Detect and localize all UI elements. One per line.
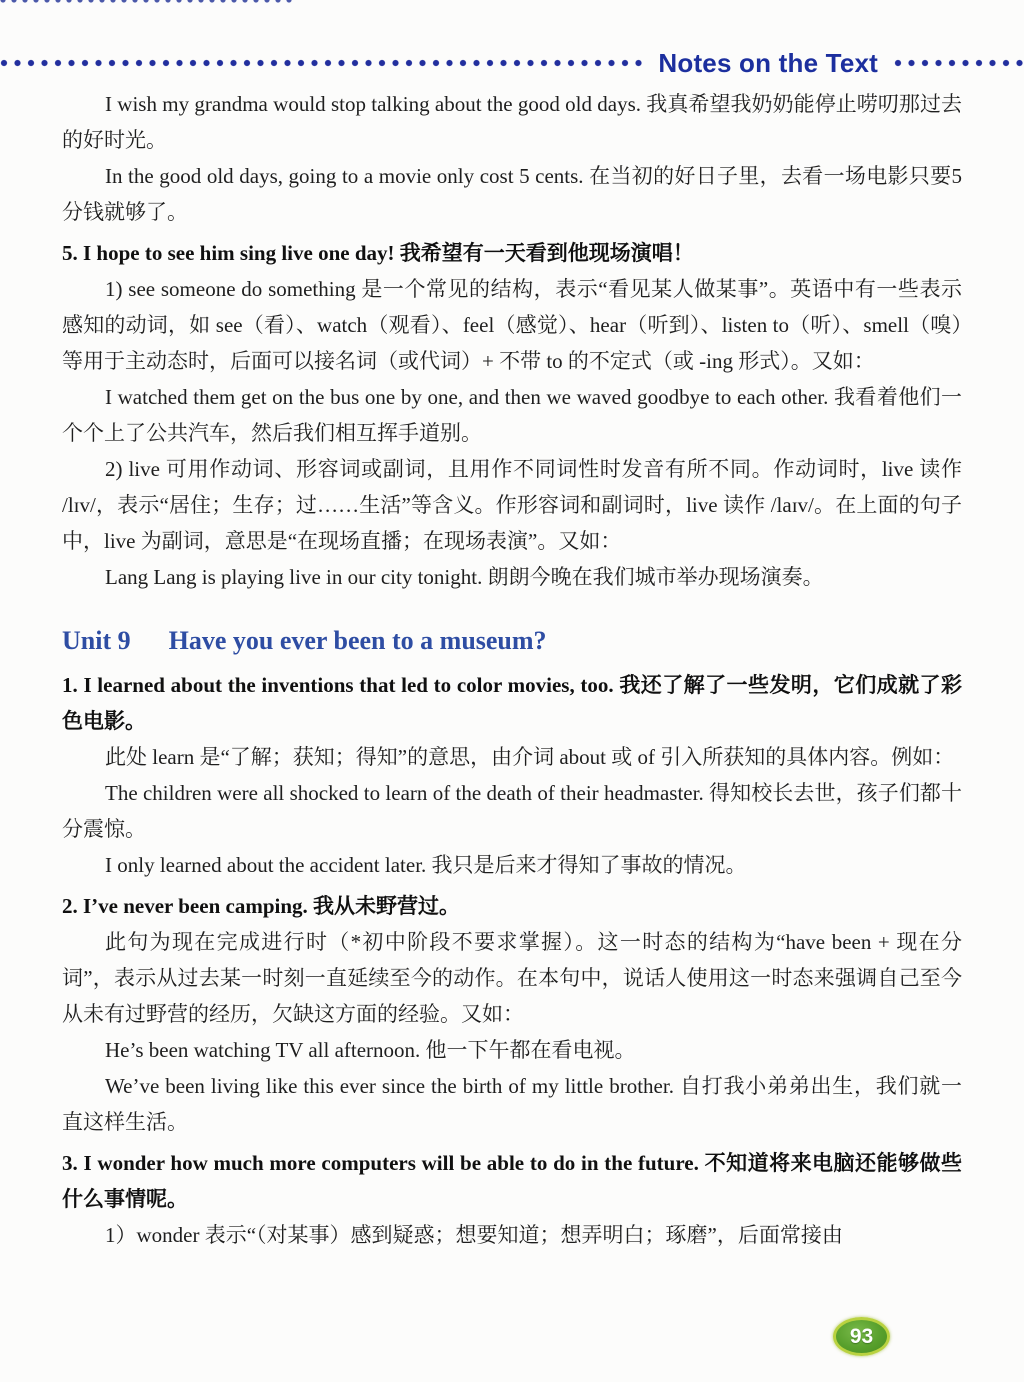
note-5-heading: 5. I hope to see him sing live one day! 我希望有一天看到他现场演唱！ — [62, 241, 694, 265]
note-1-heading: 1. I learned about the inventions that led to color movies, too. 我还了解了一些发明，它们成就了彩色电影。 — [62, 673, 962, 733]
page-number-badge — [833, 1317, 890, 1356]
note-2-heading: 2. I’ve never been camping. 我从未野营过。 — [62, 894, 461, 918]
note-3-explanation: 1）wonder 表示“（对某事）感到疑惑；想要知道；想弄明白；琢磨”，后面常接由 — [105, 1223, 843, 1247]
example-sentence-headmaster: The children were all shocked to learn of the death of their headmaster. 得知校长去世，孩子们都十分震惊。 — [62, 781, 962, 841]
note-2-explanation: 此句为现在完成进行时（*初中阶段不要求掌握）。这一时态的结构为“have been + 现在分词”，表示从过去某一时刻一直延续至今的动作。在本句中，说话人使用这一时态来强调自己至今从未有过野营的经历，欠缺这方面的经验。又如： — [62, 930, 962, 1026]
note-5-explanation-1: 1) see someone do something 是一个常见的结构，表示“看见某人做某事”。英语中有一些表示感知的动词，如 see（看）、watch（观看）、feel（感觉）、hear（听到）、listen to（听）、smell（嗅）等用于主动态时，后面可以接名词（或代词）+ 不带 to 的不定式（或 -ing 形式）。又如： — [62, 277, 962, 373]
note-1-explanation: 此处 learn 是“了解；获知；得知”的意思，由介词 about 或 of 引入所获知的具体内容。例如： — [105, 745, 955, 769]
dotted-line-left — [0, 59, 642, 67]
unit-title: Have you ever been to a museum? — [168, 626, 547, 655]
example-sentence-bus: I watched them get on the bus one by one, and then we waved goodbye to each other. 我看着他们一个个上了公共汽车，然后我们相互挥手道别。 — [62, 385, 962, 445]
example-sentence-accident: I only learned about the accident later. 我只是后来才得知了事故的情况。 — [105, 853, 747, 877]
unit-9-heading — [62, 621, 962, 661]
top-edge-dots-artifact — [0, 0, 292, 5]
example-sentence-tv: He’s been watching TV all afternoon. 他一下午都在看电视。 — [105, 1038, 636, 1062]
note-3-heading: 3. I wonder how much more computers will be able to do in the future. 不知道将来电脑还能够做些什么事情呢。 — [62, 1151, 962, 1211]
note-5-explanation-2: 2) live 可用作动词、形容词或副词，且用作不同词性时发音有所不同。作动词时，live 读作 /lɪv/，表示“居住；生存；过……生活”等含义。作形容词和副词时，live 读作 /laɪv/。在上面的句子中，live 为副词，意思是“在现场直播；在现场表演”。又如： — [62, 457, 962, 553]
dotted-line-right — [894, 59, 1024, 67]
example-sentence-grandma: I wish my grandma would stop talking about the good old days. 我真希望我奶奶能停止唠叨那过去的好时光。 — [62, 92, 962, 152]
page-content — [62, 86, 962, 1253]
unit-number: Unit 9 — [62, 626, 131, 655]
notes-header-title: Notes on the Text — [658, 47, 878, 78]
example-sentence-lang-lang: Lang Lang is playing live in our city tonight. 朗朗今晚在我们城市举办现场演奏。 — [105, 565, 824, 589]
example-sentence-good-old-days: In the good old days, going to a movie only cost 5 cents. 在当初的好日子里，去看一场电影只要5分钱就够了。 — [62, 164, 962, 224]
page-number: 93 — [849, 1324, 874, 1348]
notes-header — [0, 47, 1024, 79]
example-sentence-brother: We’ve been living like this ever since the birth of my little brother. 自打我小弟弟出生，我们就一直这样生活。 — [62, 1074, 962, 1134]
